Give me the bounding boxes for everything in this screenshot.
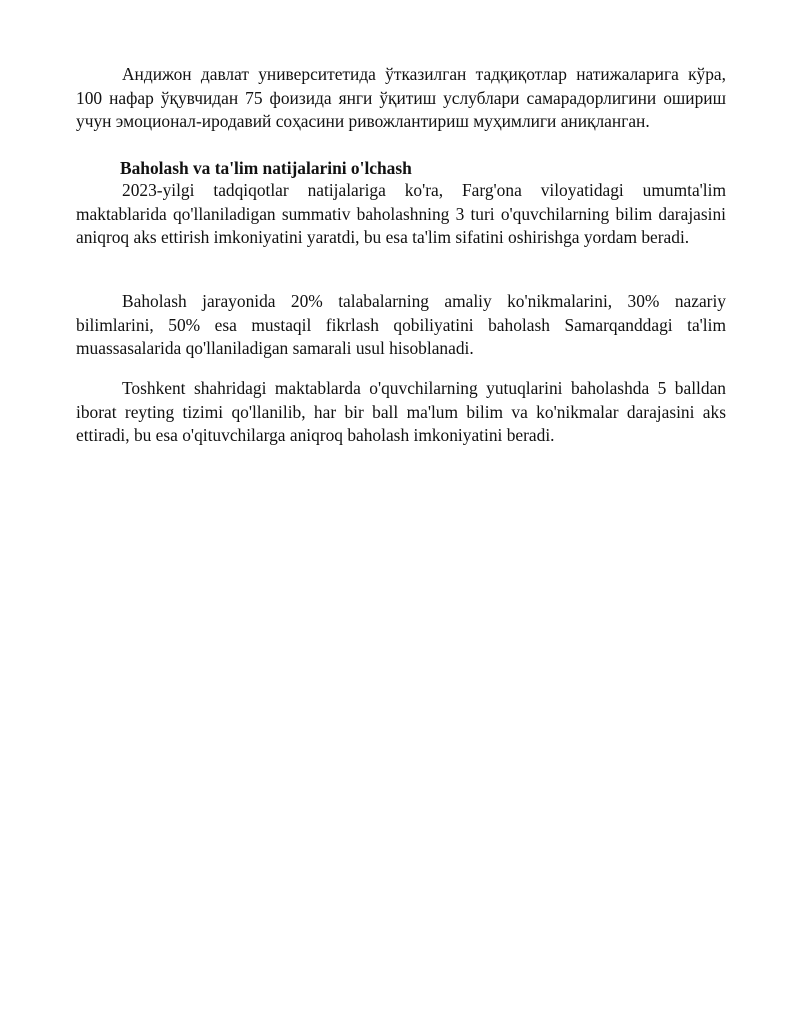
paragraph-intro: Андижон давлат университетида ўтказилган тадқиқотлар натижаларига кўра, 100 нафар ўқувчидан 75 фоизида янги ўқитиш услублари самарадорлигини ошириш учун эмоционал-иродавий соҳасини ривожлантириш муҳимлиги аниқланган. [76,64,726,132]
paragraph-fergana: 2023-yilgi tadqiqotlar natijalariga ko'ra, Farg'ona viloyatidagi umumta'lim maktablarida qo'llaniladigan summativ baholashning 3 turi o'quvchilarning bilim darajasini aniqroq aks ettirish imkoniyatini yaratdi, bu esa ta'lim sifatini oshirishga yordam beradi. [76,180,726,248]
paragraph-samarkand: Baholash jarayonida 20% talabalarning amaliy ko'nikmalarini, 30% nazariy bilimlarini, 50% esa mustaqil fikrlash qobiliyatini baholash Samarqanddagi ta'lim muassasalarida qo'llaniladigan samarali usul hisoblanadi. [76,291,726,359]
paragraph-tashkent: Toshkent shahridagi maktablarda o'quvchilarning yutuqlarini baholashda 5 balldan iborat reyting tizimi qo'llanilib, har bir ball ma'lum bilim va ko'nikmalar darajasini aks ettiradi, bu esa o'qituvchilarga aniqroq baholash imkoniyatini beradi. [76,378,726,446]
section-heading: Baholash va ta'lim natijalarini o'lchash [120,158,412,178]
